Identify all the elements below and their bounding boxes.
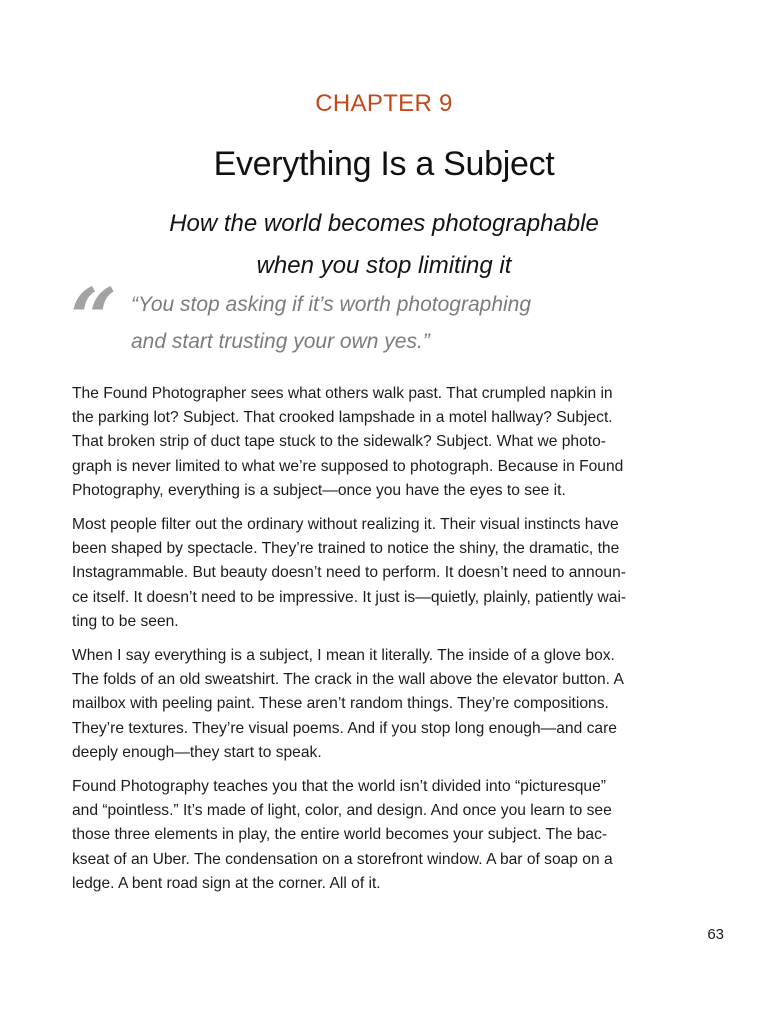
paragraph [72,644,698,765]
text-line: They’re textures. They’re visual poems. And if you stop long enough—and care [72,719,617,737]
text-line: the parking lot? Subject. That crooked lampshade in a motel hallway? Subject. [72,409,613,427]
text-line: That broken strip of duct tape stuck to the sidewalk? Subject. What we photo- [72,433,606,451]
text-line: Photography, everything is a subject—once you have the eyes to see it. [72,481,566,499]
text-line: deeply enough—they start to speak. [72,743,322,761]
text-line: The folds of an old sweatshirt. The crack in the wall above the elevator button. A [72,671,624,689]
text-line: and “pointless.” It’s made of light, color, and design. And once you learn to see [72,802,612,820]
text-line: ting to be seen. [72,612,179,630]
text-line: ce itself. It doesn’t need to be impressive. It just is—quietly, plainly, patiently wai- [72,588,627,606]
chapter-label: CHAPTER 9 [315,90,453,117]
text-line: Instagrammable. But beauty doesn’t need to perform. It doesn’t need to announ- [72,564,626,582]
text-line: graph is never limited to what we’re supposed to photograph. Because in Found [72,457,624,475]
body-text [72,382,698,906]
text-line: The Found Photographer sees what others walk past. That crumpled napkin in [72,385,613,402]
pull-quote-line: “You stop asking if it’s worth photographing [131,293,532,316]
text-line: When I say everything is a subject, I mean it literally. The inside of a glove box. [72,647,615,665]
subtitle-line: How the world becomes photographable [169,210,599,237]
pull-quote [131,286,531,360]
text-line: been shaped by spectacle. They’re trained to notice the shiny, the dramatic, the [72,540,620,558]
text-line: those three elements in play, the entire world becomes your subject. The bac- [72,826,608,844]
text-line: ledge. A bent road sign at the corner. All of it. [72,874,381,892]
pull-quote-line: and start trusting your own yes.” [131,330,430,353]
paragraph [72,775,698,896]
paragraph [72,513,698,634]
subtitle-line: when you stop limiting it [256,252,512,279]
text-line: kseat of an Uber. The condensation on a storefront window. A bar of soap on a [72,850,613,868]
chapter-title: Everything Is a Subject [213,145,555,183]
page-number: 63 [707,926,724,943]
paragraph [72,382,698,503]
quotation-mark-icon: “ [70,271,118,367]
text-line: Most people filter out the ordinary without realizing it. Their visual instincts have [72,516,619,534]
text-line: mailbox with peeling paint. These aren’t random things. They’re compositions. [72,695,609,713]
text-line: Found Photography teaches you that the world isn’t divided into “picturesque” [72,778,606,796]
